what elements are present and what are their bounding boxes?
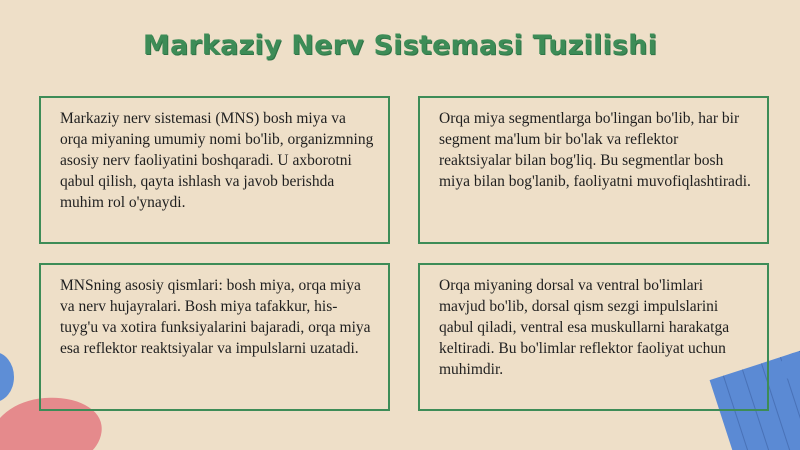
card-text: Orqa miyaning dorsal va ventral bo'limlari mavjud bo'lib, dorsal qism sezgi impulslarini qabul qiladi, ventral esa muskullarni harakatga keltiradi. Bu bo'limlar reflektor faoliyat uchun muhimdir. [439, 277, 730, 378]
info-card-dorsal-ventral [418, 263, 769, 411]
info-card-mns-parts [39, 263, 390, 411]
card-text: Markaziy nerv sistemasi (MNS) bosh miya va orqa miyaning umumiy nomi bo'lib, organizmning asosiy nerv faoliyatini boshqaradi. U axborotni qabul qilish, qayta ishlash va javob berishda muhim rol o'ynaydi. [60, 110, 374, 211]
card-text: MNSning asosiy qismlari: bosh miya, orqa miya va nerv hujayralari. Bosh miya tafakkur, his-tuyg'u va xotira funksiyalarini bajaradi, orqa miya esa reflektor reaktsiyalar va impulslarni uzatadi. [60, 277, 371, 357]
info-card-spinal-segments [418, 96, 769, 244]
decorative-blue-blob-left [0, 352, 14, 402]
info-card-mns-definition [39, 96, 390, 244]
card-text: Orqa miya segmentlarga bo'lingan bo'lib, har bir segment ma'lum bir bo'lak va reflektor reaktsiyalar bilan bog'liq. Bu segmentlar bosh miya bilan bog'lanib, faoliyatni muvofiqlashtiradi. [439, 110, 751, 190]
slide-title: Markaziy Nerv Sistemasi Tuzilishi [142, 30, 658, 61]
